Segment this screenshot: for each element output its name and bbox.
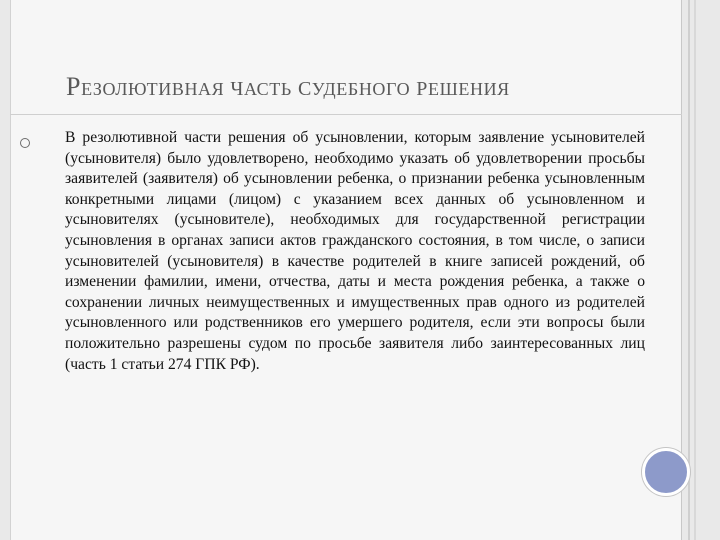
slide-title-text: РЕЗОЛЮТИВНАЯ ЧАСТЬ СУДЕБНОГО РЕШЕНИЯ [66,72,510,101]
decorative-circle-icon [642,448,690,496]
title-divider [10,114,682,115]
decorative-rail [694,0,696,540]
body-paragraph: В резолютивной части решения об усыновлении, которым заявление усыновителей (усыновителя) было удовлетворено, необходимо указать об удовлетворении просьбы заявителей (заявителя) об усыновлении ребенка, о признании ребенка усыновленным конкретными лицами (лицом) с указанием всех данных об усыновленном и усыновителях (усыновителе), необходимых для государственной регистрации усыновления в органах записи актов гражданского состояния, в том числе, о записи усыновителей (усыновителя) в качестве родителей в книге записей рождений, об изменении фамилии, имени, отчества, даты и места рождения ребенка, а также о сохранении личных неимущественных и имущественных прав одного из родителей усыновленного или родственников его умершего родителя, если эти вопросы были положительно разрешены судом по просьбе заявителя либо заинтересованных лиц (часть 1 статьи 274 ГПК РФ). [65,129,645,373]
decorative-rail [688,0,690,540]
bullet-circle-icon [20,138,30,148]
slide-title [66,72,666,102]
